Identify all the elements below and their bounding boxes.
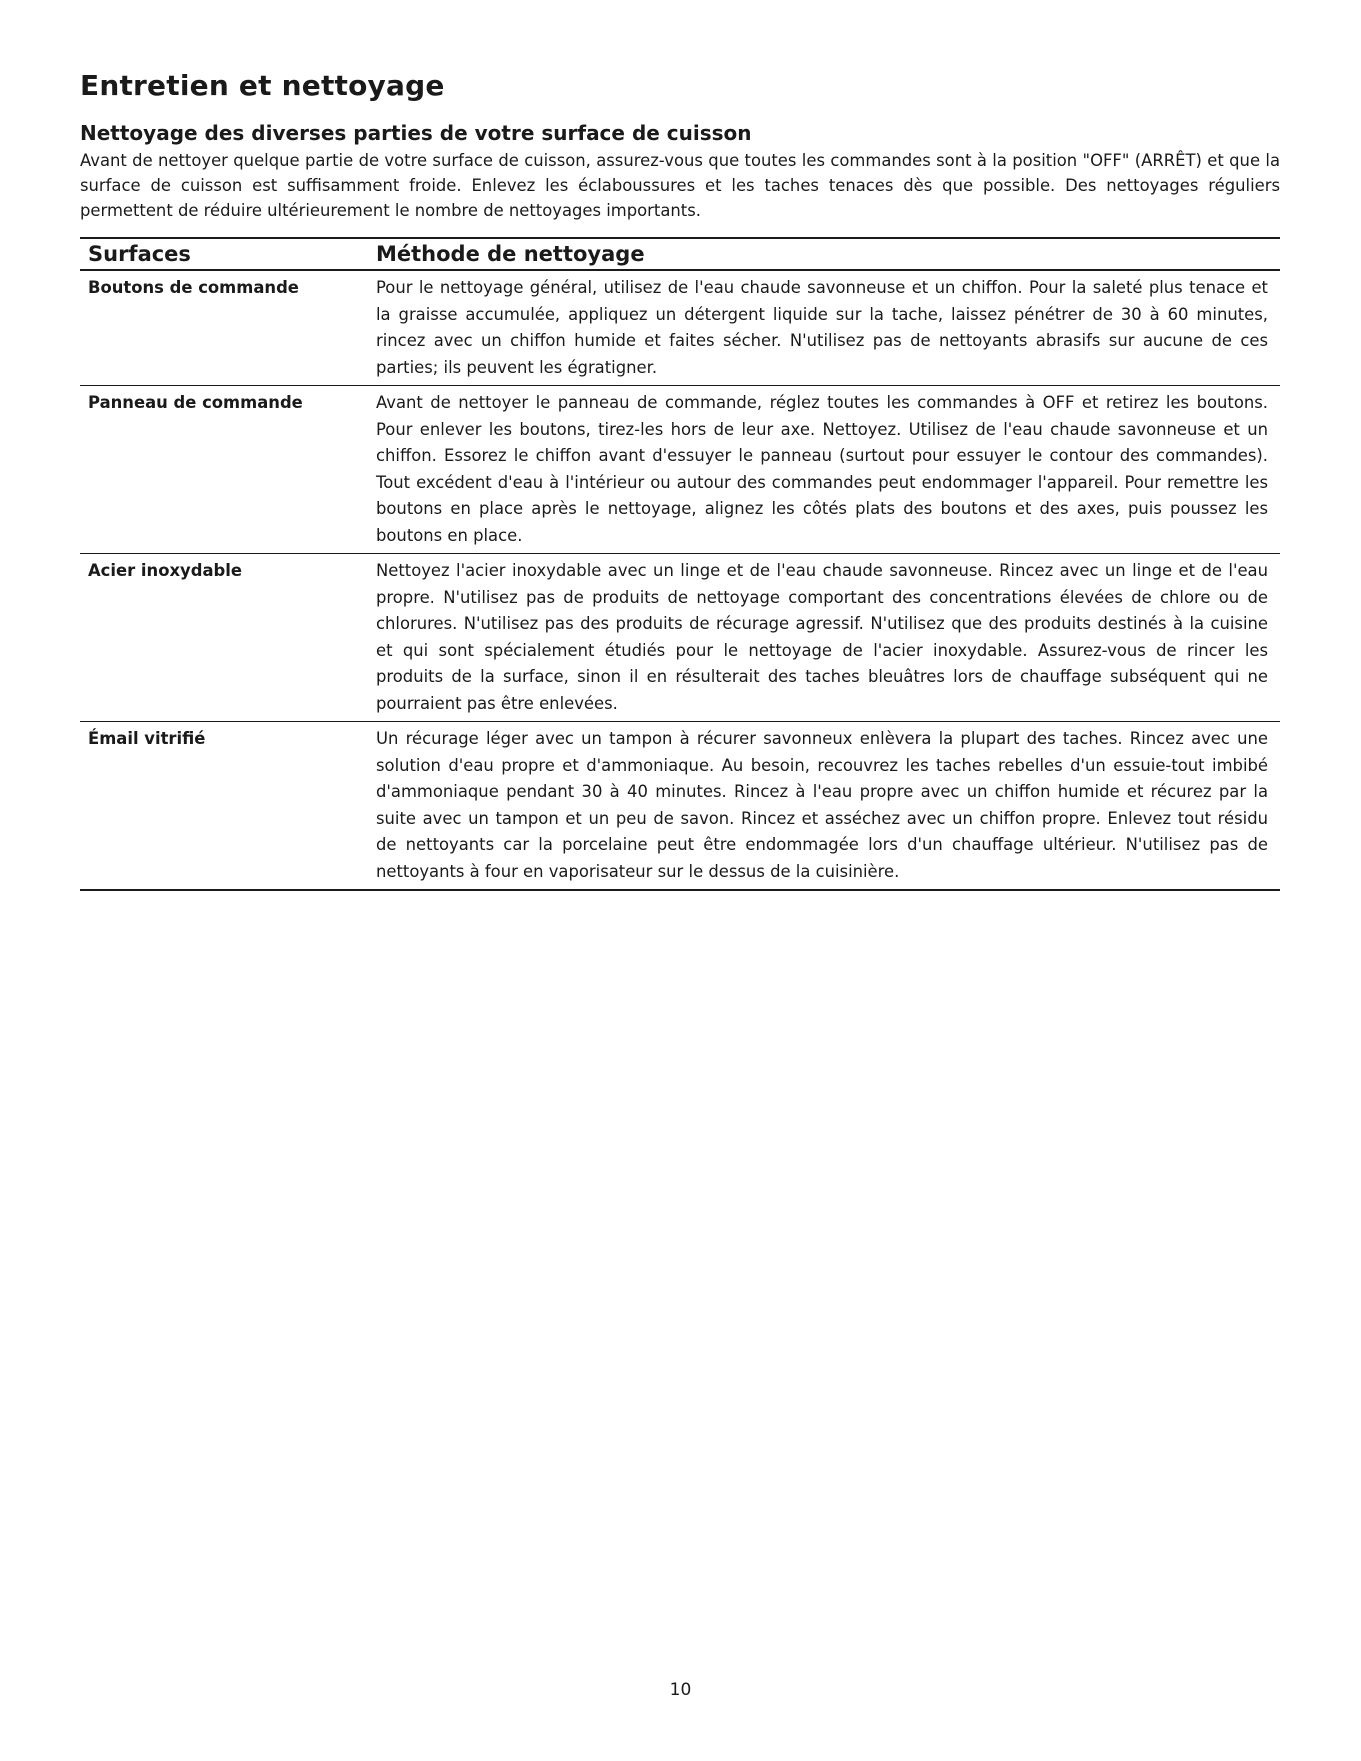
surface-cell: Émail vitrifié bbox=[88, 729, 206, 748]
page-number: 10 bbox=[669, 1680, 692, 1700]
section-subtitle: Nettoyage des diverses parties de votre surface de cuisson bbox=[80, 121, 752, 145]
header-method: Méthode de nettoyage bbox=[376, 242, 645, 266]
cleaning-table bbox=[80, 237, 1280, 891]
header-surfaces: Surfaces bbox=[88, 242, 191, 266]
method-cell: Avant de nettoyer le panneau de commande, réglez toutes les commandes à OFF et retirez les boutons. Pour enlever les boutons, tirez-les hors de leur axe. Nettoyez. Utilisez de l'eau chaude savonneuse et un chiffon. Essorez le chiffon avant d'essuyer le panneau (surtout pour essuyer le contour des commandes). Tout excédent d'eau à l'intérieur ou autour des commandes peut endommager l'appareil. Pour remettre les boutons en place après le nettoyage, alignez les côtés plats des boutons et des axes, puis poussez les boutons en place. bbox=[376, 393, 1268, 545]
document-page bbox=[80, 68, 1280, 891]
surface-cell: Boutons de commande bbox=[88, 278, 299, 297]
method-cell: Un récurage léger avec un tampon à récurer savonneux enlèvera la plupart des taches. Rincez avec une solution d'eau propre et d'ammoniaque. Au besoin, recouvrez les taches rebelles d'un essuie-tout imbibé d'ammoniaque pendant 30 à 40 minutes. Rincez à l'eau propre avec un chiffon humide et récurez par la suite avec un tampon et un peu de savon. Rincez et asséchez avec un chiffon propre. Enlevez tout résidu de nettoyants car la porcelaine peut être endommagée lors d'un chauffage ultérieur. N'utilisez pas de nettoyants à four en vaporisateur sur le dessus de la cuisinière. bbox=[376, 729, 1268, 881]
table-row bbox=[80, 271, 1280, 386]
method-cell: Pour le nettoyage général, utilisez de l'eau chaude savonneuse et un chiffon. Pour la saleté plus tenace et la graisse accumulée, appliquez un détergent liquide sur la tache, laissez pénétrer de 30 à 60 minutes, rincez avec un chiffon humide et faites sécher. N'utilisez pas de nettoyants abrasifs sur aucune de ces parties; ils peuvent les égratigner. bbox=[376, 278, 1268, 377]
page-title: Entretien et nettoyage bbox=[80, 69, 445, 102]
table-row bbox=[80, 554, 1280, 722]
intro-paragraph: Avant de nettoyer quelque partie de votre surface de cuisson, assurez-vous que toutes les commandes sont à la position "OFF" (ARRÊT) et que la surface de cuisson est suffisamment froide. Enlevez les éclaboussures et les taches tenaces dès que possible. Des nettoyages réguliers permettent de réduire ultérieurement le nombre de nettoyages importants. bbox=[80, 151, 1280, 220]
table-row bbox=[80, 722, 1280, 891]
method-cell: Nettoyez l'acier inoxydable avec un linge et de l'eau chaude savonneuse. Rincez avec un linge et de l'eau propre. N'utilisez pas de produits de nettoyage comportant des concentrations élevées de chlore ou de chlorures. N'utilisez pas des produits de récurage agressif. N'utilisez que des produits destinés à la cuisine et qui sont spécialement étudiés pour le nettoyage de l'acier inoxydable. Assurez-vous de rincer les produits de la surface, sinon il en résulterait des taches bleuâtres lors de chauffage subséquent qui ne pourraient pas être enlevées. bbox=[376, 561, 1268, 713]
table-header-row bbox=[80, 239, 1280, 271]
surface-cell: Panneau de commande bbox=[88, 393, 303, 412]
surface-cell: Acier inoxydable bbox=[88, 561, 242, 580]
table-row bbox=[80, 386, 1280, 554]
